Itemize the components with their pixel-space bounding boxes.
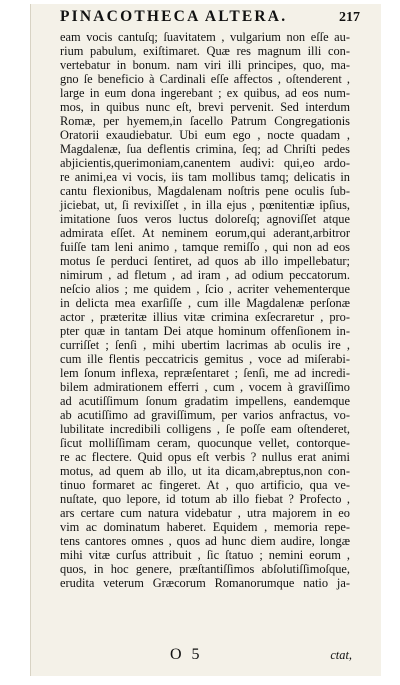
text-line: lem ſonum inflexa, repræſentaret ; ſenſi, me ad incredi-	[60, 366, 350, 380]
text-line: actor , præteritæ illius vitæ crimina exſecraretur , pro-	[60, 310, 350, 324]
text-line: ad acutiſſimum ſonum gradatim impellens, eandemque	[60, 394, 350, 408]
text-line: re ac flectere. Quid opus eſt verbis ? nullus erat animi	[60, 450, 350, 464]
text-line: ſicut molliſſimam ceram, quocunque vellet, contorque-	[60, 436, 350, 450]
text-line: tens cantores omnes , quos ad hunc diem audire, longæ	[60, 534, 350, 548]
text-line: neſcio alios ; me quidem , ſcio , acriter vehementerque	[60, 282, 350, 296]
text-line: vim ac dominatum haberet. Equidem , memoria repe-	[60, 520, 350, 534]
text-line: cantu flexionibus, Magdalenam noſtris pene oculis ſub-	[60, 184, 350, 198]
running-title: PINACOTHECA ALTERA.	[60, 8, 288, 25]
text-line: tinuo formaret ac fingeret. At , quo artificio, qua ve-	[60, 478, 350, 492]
page-number: 217	[339, 10, 360, 25]
text-line: nimirum , ad fletum , ad iram , ad odium peccatorum.	[60, 268, 350, 282]
text-line: eam vocis cantuſq; ſuavitatem , vulgarium non eſſe au-	[60, 30, 350, 44]
text-line: quos, in hoc genere, præſtantiſſimos abſolutiſſimoſque,	[60, 562, 350, 576]
page-header	[60, 8, 360, 26]
text-line: motus ſe perduci ſentiret, ad quos ab illo impellebatur;	[60, 254, 350, 268]
text-line: re animi,ea vi vocis, iis tam mollibus tamq; delicatis in	[60, 170, 350, 184]
text-line: admirata eſſet. At neminem eorum,qui aderant,arbitror	[60, 226, 350, 240]
body-text	[60, 30, 350, 590]
text-line: mihi vitæ curſus attribuit , ſic ſtatuo ; nemini eorum ,	[60, 548, 350, 562]
text-line: cum ille flentis peccatricis gemitus , voce ad miſerabi-	[60, 352, 350, 366]
text-line: Oratorii exaudiebatur. Ubi eum ego , nocte quadam ,	[60, 128, 350, 142]
text-line: motus, ad quem ab illo, ut ita dicam,abreptus,non con-	[60, 464, 350, 478]
text-line: curriſſet ; ſenſi , mihi ubertim lacrimas ab oculis ire ,	[60, 338, 350, 352]
text-line: lubilitate incredibili colligens , ſe poſſe eam oſtenderet,	[60, 422, 350, 436]
text-line: Magdalenæ, ſua deflentis crimina, ſeq; ad Chriſti pedes	[60, 142, 350, 156]
text-line: in delicta mea exarſiſſe , cum ille Magdalenæ perſonæ	[60, 296, 350, 310]
signature-mark: O 5	[170, 646, 203, 663]
text-line: nuſtate, quo lepore, id totum ab illo fiebat ? Profecto ,	[60, 492, 350, 506]
text-line: vertebatur in bonum. nam viri illi principes, quo, ma-	[60, 58, 350, 72]
text-line: ars certare cum natura videbatur , utra majorem in eo	[60, 506, 350, 520]
text-line: imitatione ſuos veros luctus doloreſq; agnoviſſet atque	[60, 212, 350, 226]
text-line: jiciebat, ut, ſi revixiſſet , in illa ejus , pœnitentiæ ipſius,	[60, 198, 350, 212]
text-line: erudita veterum Græcorum Romanorumque natio ja-	[60, 576, 350, 590]
text-line: Romæ, per hyemem,in ſacello Patrum Congregationis	[60, 114, 350, 128]
text-line: abjicientis,querimoniam,canentem audivi: qui,eo ardo-	[60, 156, 350, 170]
text-line: gno ſe beneficio à Cardinali eſſe affectos , oſtenderent ,	[60, 72, 350, 86]
text-line: fuiſſe tam leni animo , tamque remiſſo , qui non ad eos	[60, 240, 350, 254]
text-line: rium pabulum, exiſtimaret. Quæ res magnum illi con-	[60, 44, 350, 58]
text-line: large in eum dona ingerebant ; ex quibus, ad eos num-	[60, 86, 350, 100]
catchword: ctat,	[330, 648, 352, 662]
text-line: bilem admirationem efferri , cum , vocem à graviſſimo	[60, 380, 350, 394]
text-line: mos, in quibus nunc eſt, brevi pervenit. Sed interdum	[60, 100, 350, 114]
text-line: ab acutiſſimo ad graviſſimum, per varios anfractus, vo-	[60, 408, 350, 422]
text-line: pter quæ in tantam Dei atque hominum offenſionem in-	[60, 324, 350, 338]
